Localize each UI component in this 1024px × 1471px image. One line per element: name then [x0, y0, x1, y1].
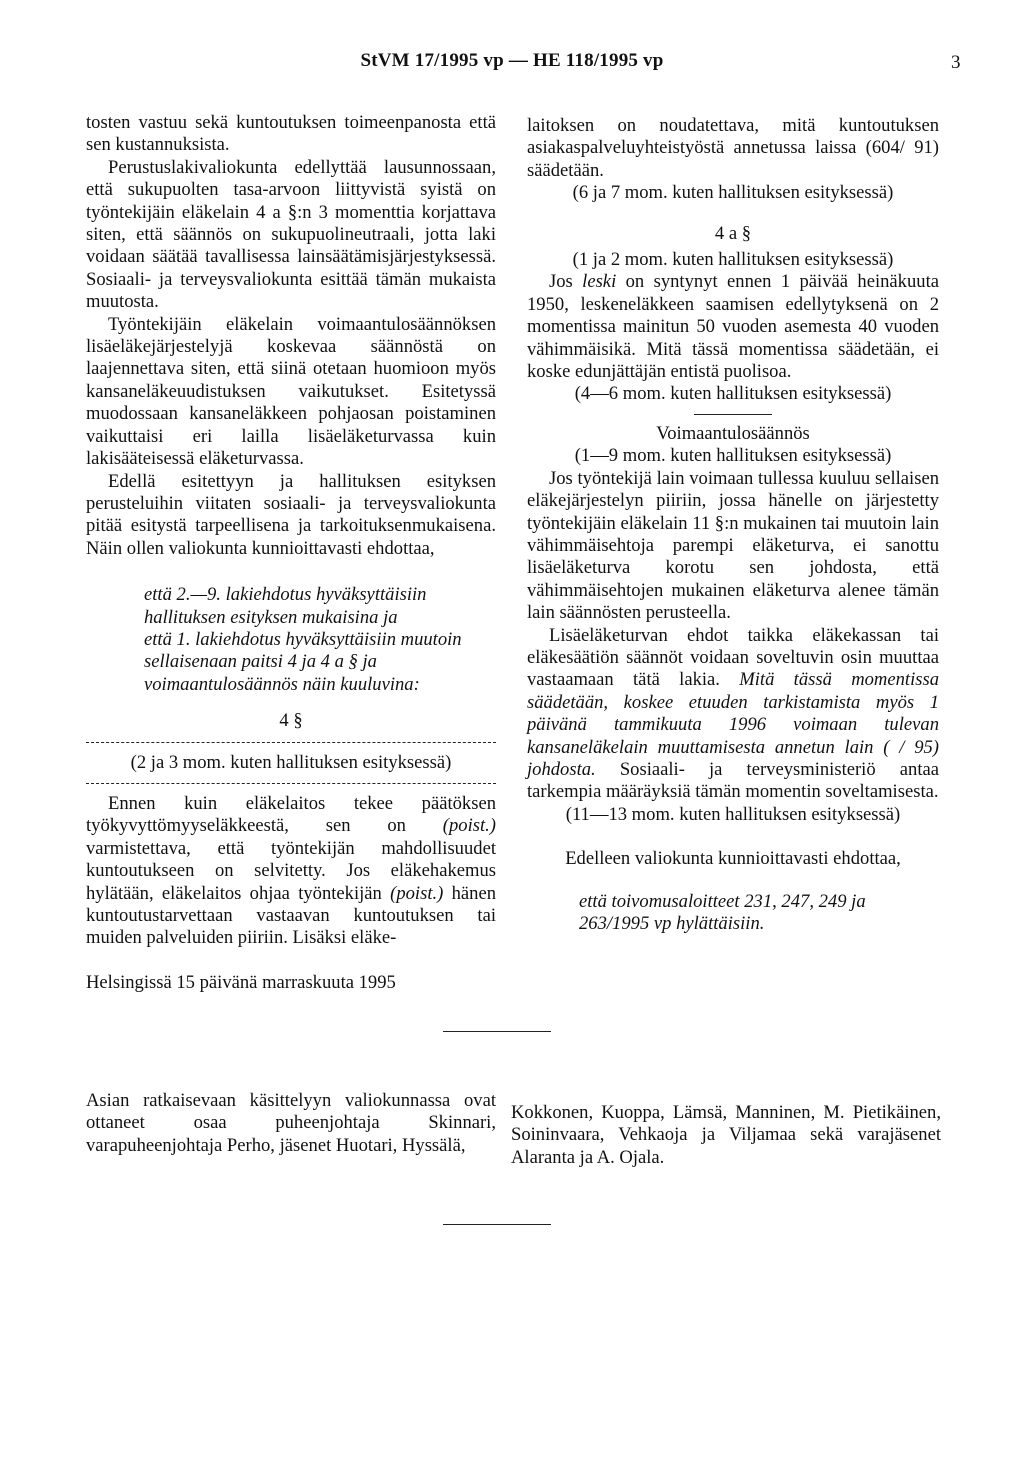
voimaantulo-heading: Voimaantulosäännös [656, 422, 810, 444]
running-header: StVM 17/1995 vp — HE 118/1995 vp [360, 50, 664, 71]
mom-1-2-note: (1 ja 2 mom. kuten hallituksen esityksessä) [572, 249, 894, 271]
section-4-heading: 4 § [279, 710, 303, 732]
right-paragraph-4: Lisäeläketurvan ehdot taikka eläkekassan tai eläkesäätiön säännöt voidaan soveltuvin osin muuttaa vastaamaan tätä lakia. Mitä tässä momentissa säädetään, koskee etuuden tarkistamista myös 1 päivänä tammikuuta 1996 voimaan tulevan kansaneläkelain muuttamisesta annetun lain ( / 95) johdosta. Sosiaali- ja terveysministeriö antaa tarkempia määräyksiä tämän momentin soveltamisesta. [527, 624, 939, 803]
proposal-3: että toivomusaloitteet 231, 247, 249 ja 263/1995 vp hylättäisiin. [579, 890, 866, 934]
left-paragraph-5: Ennen kuin eläkelaitos tekee päätöksen työkyvyttömyyseläkkeestä, sen on (poist.) varmistettava, että työntekijän mahdollisuudet kuntoutukseen on selvitetty. Jos eläkehakemus hylätään, eläkelaitos ohjaa työntekijän (poist.) hänen kuntoutustarvettaan vastaavan kuntoutuksen tai muiden palveluiden piiriin. Lisäksi eläke- [86, 792, 496, 949]
left-paragraph-3: Työntekijäin eläkelain voimaantulosäännöksen lisäeläkejärjestelyjä koskevaa säännöstä on laajennettava siten, että siinä otetaan huomioon myös kansaneläkeuudistuksen vaikutukset. Esitetyssä muodossaan kansaneläkkeen pohjaosan poistaminen vaikuttaisi eri lailla lisäeläketurvassa kuin lakisääteisessä eläketurvassa. [86, 313, 496, 470]
section-divider [694, 414, 772, 415]
right-paragraph-3: Jos työntekijä lain voimaan tullessa kuuluu sellaisen eläkejärjestelyn piiriin, jossa hänelle on järjestetty työntekijäin eläkelain 11 §:n mukainen tai muutoin lain vähimmäisehtoja parempi eläketurva, ei sanottu lisäeläketurva korotu sen johdosta, että vähimmäisehtojen mukainen eläketurva alenee tämän lain säännösten perusteella. [527, 467, 939, 624]
left-paragraph-1: tosten vastuu sekä kuntoutuksen toimeenpanosta että sen kustannuksista. [86, 112, 496, 156]
mom-6-7-note: (6 ja 7 mom. kuten hallituksen esityksessä) [572, 182, 894, 204]
signature-divider [443, 1031, 551, 1032]
mom-11-13-note: (11—13 mom. kuten hallituksen esityksessä) [565, 803, 901, 825]
participants-right: Kokkonen, Kuoppa, Lämsä, Manninen, M. Pietikäinen, Soininvaara, Vehkaoja ja Viljamaa sekä varajäsenet Alaranta ja A. Ojala. [511, 1102, 941, 1168]
mom-1-9-note: (1—9 mom. kuten hallituksen esityksessä) [574, 445, 892, 467]
right-paragraph-1: laitoksen on noudatettava, mitä kuntoutuksen asiakaspalveluyhteistyöstä annetussa laissa (604/ 91) säädetään. [527, 115, 939, 181]
omission-line [86, 742, 496, 743]
mom-4-6-note: (4—6 mom. kuten hallituksen esityksessä) [574, 383, 892, 405]
omission-line [86, 783, 496, 784]
left-column [86, 112, 496, 950]
participants-left: Asian ratkaisevaan käsittelyyn valiokunnassa ovat ottaneet osaa puheenjohtaja Skinnari, varapuheenjohtaja Perho, jäsenet Huotari, Hyssälä, [86, 1090, 496, 1156]
right-column [527, 115, 939, 935]
proposal-2: että 1. lakiehdotus hyväksyttäisiin muutoin sellaisenaan paitsi 4 ja 4 a § ja voimaantulosäännös näin kuuluvina: [144, 628, 462, 695]
signature-place-date: Helsingissä 15 päivänä marraskuuta 1995 [86, 972, 396, 993]
left-paragraph-2: Perustuslakivaliokunta edellyttää lausunnossaan, että sukupuolten tasa-arvoon liittyvistä syistä on työntekijäin eläkelain 4 a §:n 3 momenttia korjattava siten, että säännös on sukupuolineutraali, jotta laki voidaan säätää tavallisessa lainsäätämisjärjestyksessä. Sosiaali- ja terveysvaliokunta esittää tämän mukaista muutosta. [86, 156, 496, 313]
left-paragraph-4: Edellä esitettyyn ja hallituksen esityksen perusteluihin viitaten sosiaali- ja terveysvaliokunta pitää esitystä tarpeellisena ja tarkoituksenmukaisena. Näin ollen valiokunta kunnioittavasti ehdottaa, [86, 470, 496, 559]
proposal-1: että 2.—9. lakiehdotus hyväksyttäisiin hallituksen esityksen mukaisina ja [144, 584, 427, 628]
mom-2-3-note: (2 ja 3 mom. kuten hallituksen esityksessä) [130, 751, 452, 773]
right-paragraph-2: Jos leski on syntynyt ennen 1 päivää heinäkuuta 1950, leskeneläkkeen saamisen edellytyksenä on 2 momentissa mainitun 50 vuoden asemesta 40 vuoden vähimmäisikä. Mitä tässä momentissa säädetään, ei koske edunjättäjän entistä puolisoa. [527, 271, 939, 383]
end-divider [443, 1224, 551, 1225]
page-number: 3 [951, 52, 961, 73]
right-paragraph-5: Edelleen valiokunta kunnioittavasti ehdottaa, [565, 848, 901, 870]
section-4a-heading: 4 a § [714, 222, 752, 244]
